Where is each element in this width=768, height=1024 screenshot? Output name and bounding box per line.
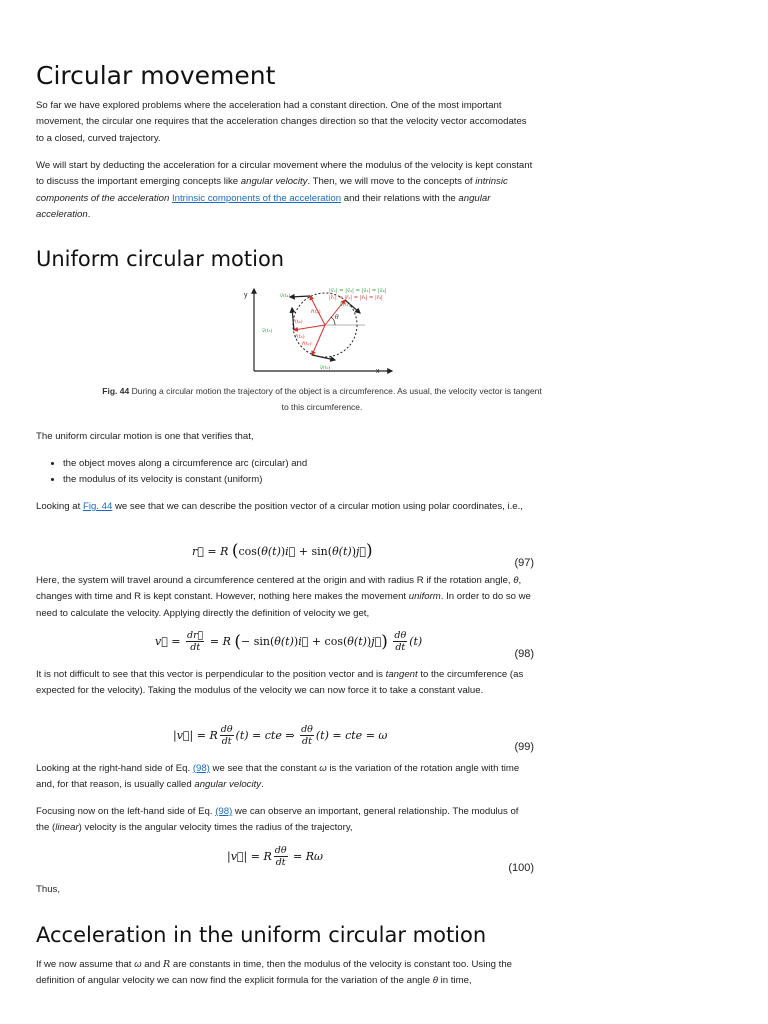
intro-paragraph-2: We will start by deducting the acceleration for a circular movement where the modulus of the velocity is kept constant to discuss the important emerging concepts like angular velocity. Then, we will move to the concepts of intrinsic components of the acceleration Intrinsic components of the acceleration and their relations with the angular acceleration. — [36, 160, 533, 220]
angular-velocity-paragraph: Looking at the right-hand side of Eq. (98) we see that the constant ω is the variation of the rotation angle with time and, for that reason, is usually called angular velocity. — [36, 763, 520, 791]
tangent-paragraph: It is not difficult to see that this vector is perpendicular to the position vector and is tangent to the circumference (as expected for the velocity). Taking the modulus of the velocity we can now force it to take a constant value. — [36, 669, 524, 697]
figure-legend-red: |r⃗₁| = |r⃗₂| = |r⃗₃| = |r⃗₄| — [329, 295, 383, 301]
page-title: Circular movement — [36, 61, 276, 90]
equation-98-body: v⃗ = $\frac{dr⃗}{dt}$ = R ( − sin( θ(t) ) i⃗ + cos( θ(t) ) j⃗ ) $\frac{d\theta}{dt}$ (t) — [155, 630, 423, 653]
uniform-conditions-list — [36, 456, 307, 489]
thus-paragraph: Thus, — [36, 884, 60, 895]
intrinsic-components-link[interactable]: Intrinsic components of the acceleration — [172, 192, 342, 204]
figure-label-v3: v⃗(t₃) — [262, 329, 273, 334]
figure-velocity-4 — [290, 296, 310, 297]
figure-label-v2: v⃗(t₂) — [320, 366, 331, 371]
linear-velocity-paragraph: Focusing now on the left-hand side of Eq. (98) we can observe an important, general relationship. The modulus of the (linear) velocity is the angular velocity times the radius of the trajectory, — [36, 806, 519, 834]
equation-97-number: (97) — [514, 557, 534, 569]
fig-44-link[interactable]: Fig. 44 — [82, 501, 113, 512]
uniform-definition-paragraph: The uniform circular motion is one that verifies that, — [36, 431, 254, 442]
figure-label-r2: r⃗(t₂) — [302, 342, 312, 347]
circumference-paragraph: Here, the system will travel around a circumference centered at the origin and with radius R if the rotation angle, θ, changes with time and R is kept constant. However, nothing here makes the movement uniform. In order to do so we need to calculate the velocity. Applying directly the definition of velocity we get, — [36, 575, 531, 619]
circular-motion-figure — [200, 283, 410, 375]
figure-label-r3: r⃗(t₃) — [295, 335, 305, 340]
equation-97 — [36, 538, 534, 568]
figure-velocity-2 — [312, 355, 335, 360]
figure-x-label: x — [376, 368, 380, 375]
acceleration-paragraph: If we now assume that ω and R are constants in time, then the modulus of the velocity is constant too. Using the definition of angular velocity we can now find the explicit formula for the variation of the angle θ in time, — [36, 959, 513, 987]
equation-99-body: |v⃗| = R $\frac{d\theta}{dt}$ (t) = cte ⇒ $\frac{d\theta}{dt}$ (t) = cte = ω — [173, 724, 388, 747]
figure-velocity-3 — [292, 308, 294, 330]
list-item: • the object moves along a circumference arc (circular) and — [63, 456, 307, 472]
figure-radius-2 — [312, 325, 325, 355]
equation-98 — [36, 630, 534, 660]
figure-label-r1: r⃗(t₁) — [311, 310, 321, 315]
figure-label: Fig. 44 — [102, 386, 130, 396]
equation-98-number: (98) — [514, 648, 534, 660]
intro-paragraph-1: So far we have explored problems where the acceleration had a constant direction. One of the most important movement, the circular one requires that the acceleration changes direction so that the velocity vector accomodates to a closed, curved trajectory. — [36, 100, 527, 144]
section-title-acceleration: Acceleration in the uniform circular motion — [36, 923, 487, 947]
figure-y-label: y — [244, 292, 248, 299]
figure-label-v1: v⃗(t₁) — [340, 303, 351, 308]
figure-theta-label: θ — [335, 314, 339, 321]
figure-radius-3 — [294, 325, 325, 330]
polar-coordinates-paragraph: Looking at Fig. 44 we see that we can describe the position vector of a circular motion using polar coordinates, i.e., — [36, 501, 523, 512]
section-title-uniform-circular-motion: Uniform circular motion — [36, 247, 285, 271]
figure-label-v4: v⃗(t₄) — [280, 294, 291, 299]
equation-97-body: r⃗ = R ( cos( θ(t) ) i⃗ + sin( θ(t) ) j⃗ ) — [192, 541, 373, 561]
equation-99-number: (99) — [514, 741, 534, 753]
equation-100 — [36, 845, 534, 875]
equation-100-body: |v⃗| = R $\frac{d\theta}{dt}$ = Rω — [227, 845, 324, 868]
figure-legend-green: |v⃗₁| = |v⃗₂| = |v⃗₃| = |v⃗₄| — [329, 288, 387, 294]
figure-caption: Fig. 44 During a circular motion the trajectory of the object is a circumference. As usual, the velocity vector is tangent to this circumference. — [102, 386, 542, 412]
eq-98-link-2[interactable]: (98) — [215, 806, 233, 817]
eq-98-link[interactable]: (98) — [192, 763, 210, 774]
figure-label-r4: r⃗(t₄) — [293, 320, 303, 325]
equation-100-number: (100) — [508, 862, 534, 874]
list-item: • the modulus of its velocity is constant (uniform) — [63, 472, 307, 488]
equation-99 — [36, 724, 534, 754]
